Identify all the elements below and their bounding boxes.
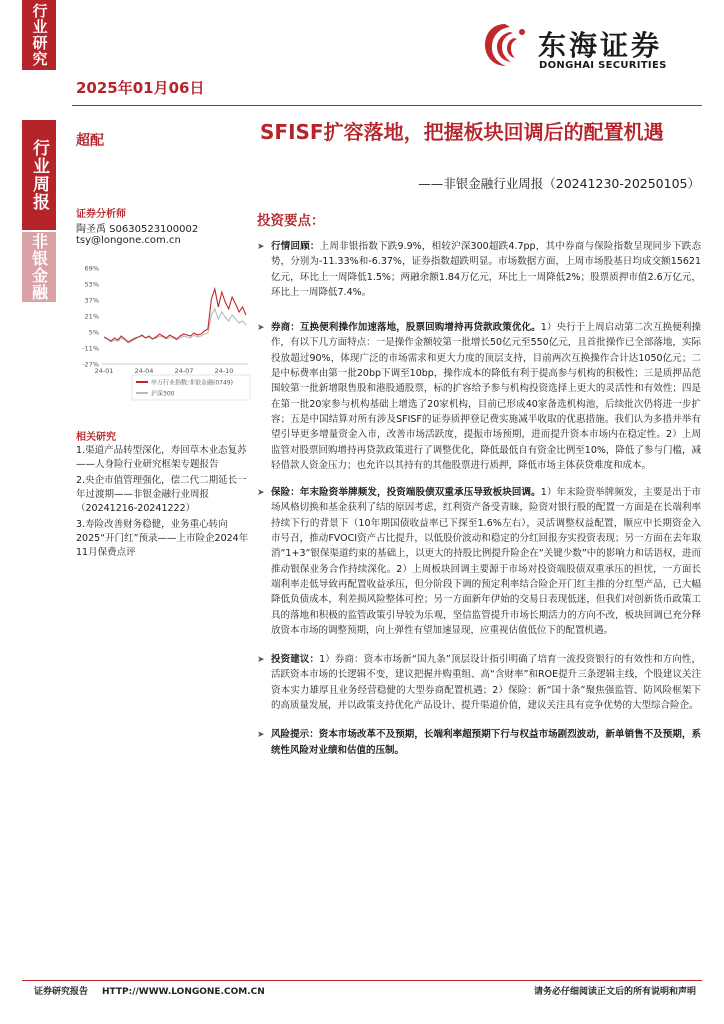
footer-left — [34, 984, 265, 997]
related-research-list — [76, 444, 254, 562]
point-lead: 行情回顾： — [271, 241, 320, 252]
y-tick-label: 53% — [84, 280, 99, 289]
report-title: SFISF扩容落地，把握板块回调后的配置机遇 — [260, 120, 664, 144]
donghai-logo — [480, 18, 706, 80]
related-research-item[interactable]: 3.寿险改善财务稳健，业务重心转向2025“开门红”预录——上市险企2024年11月保费点评 — [76, 519, 249, 558]
y-tick-label: 5% — [88, 328, 99, 337]
footer-url-link[interactable]: HTTP://WWW.LONGONE.COM.CN — [102, 987, 265, 997]
x-tick-label: 24-10 — [214, 367, 234, 375]
point-lead: 保险：年末险资举牌频发，投资端股债双重承压导致板块回调。 — [271, 487, 541, 499]
bullet-icon: ➤ — [257, 242, 265, 252]
legend-label: 申万行业指数:非银金融(0749) — [151, 379, 233, 387]
point-lead: 券商：互换便利操作加速落地，股票回购增持再贷款政策优化。 — [271, 322, 541, 334]
analyst-heading: 证券分析师 — [76, 209, 126, 220]
related-research-item[interactable]: 2.央企市值管理强化，偿二代二期延长一年过渡期——非银金融行业周报（20241216-20241222） — [76, 475, 247, 514]
bullet-icon: ➤ — [257, 730, 265, 741]
logo-english-name: DONGHAI SECURITIES — [539, 60, 667, 71]
bullet-icon: ➤ — [257, 488, 265, 499]
point-text: 1）年末险资举牌频发，主要是出于市场风格切换和基金获利了结的原因考虑，红利资产备受青睐，险资对银行股的配置一方面是在长端利率持续下行的背景下（10年期国债收益率已下探至1.6%左右），灵活调整权益配置，顺应中长期资金入市号召，推动FVOCI资产占比提升，以低股价波动和稳定的分红回报夯实投资表现；另一方面在去年取消“1+3”银保渠道约束的基础上，以更大的持股比例提升险企在“关键少数”中的影响力和话语权，进而推动银保业务合作持续深化。2）上周板块回调主要源于市场对投资端股债双重承压的担忧，一方面长端利率走低导致再配置收益承压，但分阶段下调的预定利率结合险企开门红主推的分红型产品，已大幅降低负债成本，利差损风险整体可控；另一方面新年伊始的交易日表现低迷，但我们对创新货币政策工具的落地和积极的监管政策引导较为乐观，坚信监管提升市场长期活力的方向不改，板块回调已充分释放资本市场的调整预期，向上弹性有望加速显现，应重视估值低位下的配置机遇。 — [271, 487, 701, 636]
report-date: 2025年01月06日 — [76, 79, 205, 97]
side-tab-non-bank-finance: 非银金融 — [22, 232, 56, 302]
logo-chinese-name: 东海证券 — [538, 29, 663, 62]
point-lead: 风险提示： — [271, 729, 319, 741]
bullet-icon: ➤ — [257, 323, 265, 334]
x-tick-label: 24-01 — [94, 367, 114, 375]
point-insurance — [255, 485, 701, 638]
point-text: 1）央行于上周启动第二次互换便利操作，有以下几方面特点：一是操作金额较第一批增长50亿元至550亿元，且首批操作已全部落地，实际投放超过90%，体现广泛的市场需求和更大力度的顶层支持，目前两次互换操作合计达1050亿元；二是中标费率由第一批20bp下调至10bp，操作成本的降低有利于提高参与机构的积极性；三是质押品范围较第一批新增限售股和港股通股票，标的扩容给予参与机构投资选择上更大的灵活性和有效性；四是在第一批20家参与机构基础上增选了20家机构，目前已形成40家备选机构池，后续批次仍将进一步扩容；五是中国结算对所有涉及SFISF的证券质押登记费实施减半收取的优惠措施。我们认为多措并举有望引导更多增量资金入市，改善市场活跃度，提振市场预期，进而提升资本市场内在稳定性。2）上周监管对股票回购增持再贷款政策进行了调整优化，降低最低自有资金比例至10%，降低了参与门槛，减轻借款人资金压力；也允许以其持有的其他股票进行质押，降低市场主体获贷难度和成本。 — [271, 322, 701, 471]
y-tick-label: 37% — [84, 296, 99, 305]
related-research-item[interactable]: 1.渠道产品转型深化，寿回草木业态复苏——人身险行业研究框架专题报告 — [76, 445, 247, 470]
bullet-icon: ➤ — [257, 655, 265, 666]
point-brokers — [255, 320, 701, 473]
footer-report-label: 证券研究报告 — [34, 987, 89, 997]
analyst-email: tsy@longone.com.cn — [76, 235, 181, 246]
highlights-heading: 投资要点： — [257, 213, 325, 229]
x-tick-label: 24-07 — [174, 367, 194, 375]
related-research-heading: 相关研究 — [76, 432, 116, 443]
x-tick-label: 24-04 — [134, 367, 154, 375]
performance-chart-svg — [76, 262, 254, 412]
y-tick-label: 21% — [84, 312, 99, 321]
point-investment-advice — [255, 652, 701, 713]
header-divider — [72, 105, 702, 106]
y-tick-label: -11% — [82, 344, 99, 353]
point-lead: 投资建议： — [271, 654, 320, 666]
point-text: 上周非银指数下跌9.9%，相较沪深300超跌4.7pp，其中券商与保险指数呈现同步下跌态势，分别为-11.33%和-6.37%，证券指数超跌明显。市场数据方面，上周市场股基日均成交额15621亿元，环比上一周降低1.5%；两融余额1.84万亿元，环比上一周降低2%；股票质押市值2.6万亿元，环比上一周降低7.4%。 — [271, 241, 701, 298]
index-performance-chart — [76, 262, 254, 412]
point-risk-warning — [255, 727, 701, 758]
point-text: 1）券商：资本市场新“国九条”顶层设计指引明确了培育一流投资银行的有效性和方向性，活跃资本市场的长逻辑不变，建议把握并购重组、高“含财率”和ROE提升三条逻辑主线，个股建议关注资本实力雄厚且业务经营稳健的大型券商配置机遇；2）保险：新“国十条”聚焦强监管、防风险框架下的高质量发展，并以政策支持优化产品设计、提升渠道价值，建议关注具有竞争优势的大型综合险企。 — [271, 654, 701, 712]
side-tab-weekly-report: 行业周报 — [22, 120, 56, 230]
footer-disclaimer: 请务必仔细阅读正文后的所有说明和声明 — [533, 987, 696, 997]
point-text: 资本市场改革不及预期，长端利率超预期下行与权益市场剧烈波动，新单销售不及预期，系统性风险对业绩和估值的压制。 — [271, 729, 701, 756]
analyst-name: 陶圣禹 S0630523100002 — [76, 224, 199, 235]
y-tick-label: 69% — [84, 264, 99, 273]
legend-label: 沪深300 — [151, 390, 175, 398]
key-points — [255, 239, 701, 772]
point-market-review — [255, 239, 701, 300]
report-subtitle: ——非银金融行业周报（20241230-20250105） — [418, 176, 700, 191]
footer-divider — [22, 980, 702, 981]
rating-label: 超配 — [76, 133, 104, 149]
y-tick-label: -27% — [82, 360, 99, 369]
donghai-logo-icon — [480, 20, 530, 70]
side-tab-industry-research: 行业研究 — [22, 0, 56, 70]
